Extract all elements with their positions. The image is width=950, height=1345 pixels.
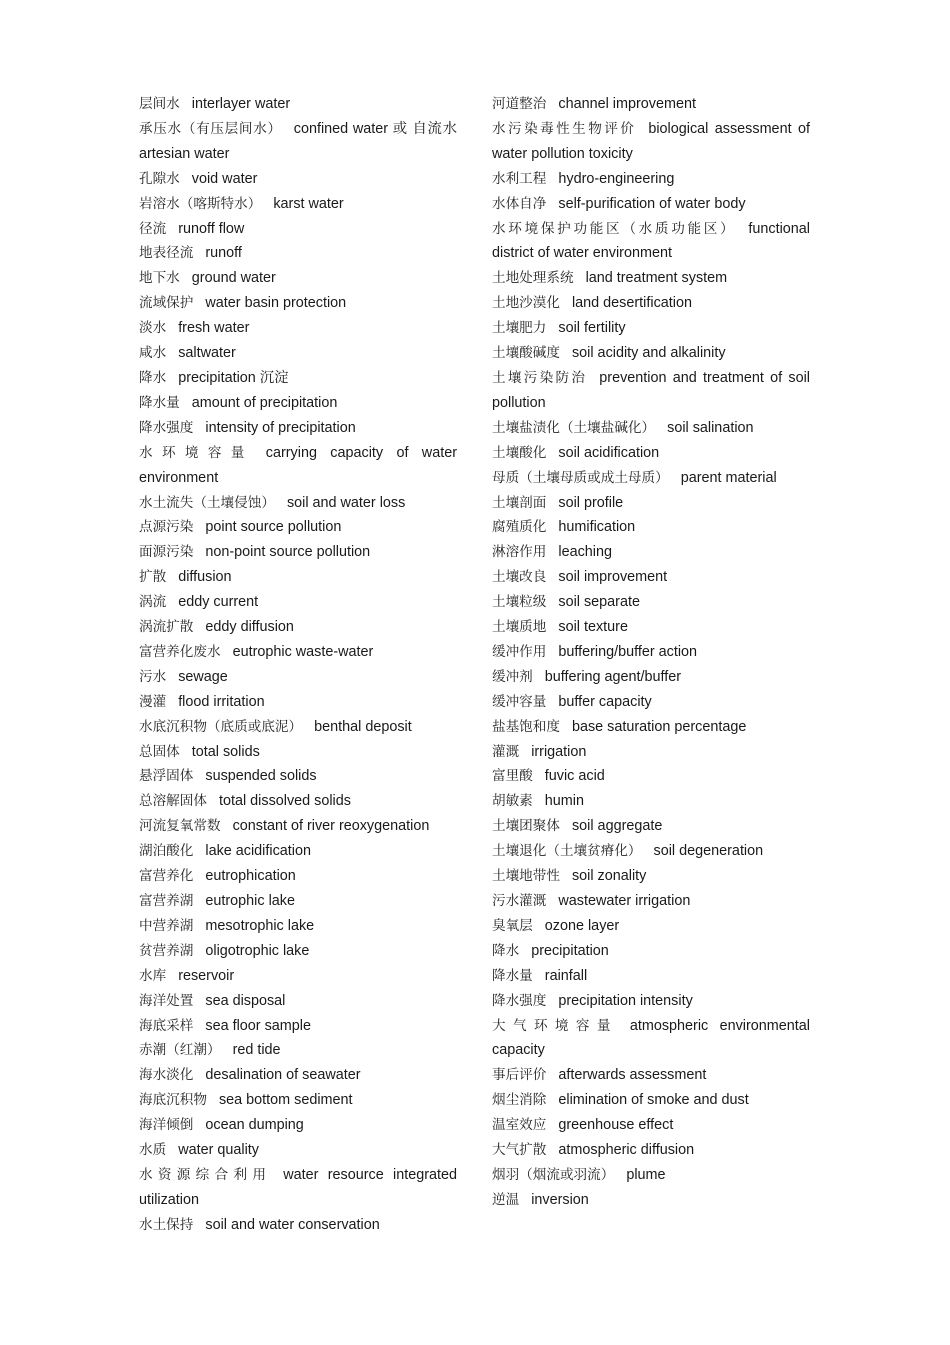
term-english: amount of precipitation: [191, 394, 338, 411]
term-english: ozone layer: [544, 917, 620, 934]
term-chinese: 腐殖质化: [492, 519, 547, 536]
term-chinese: 臭氧层: [492, 917, 533, 934]
term-english: prevention and treatment of soil pollution: [492, 369, 811, 411]
term-english: saltwater: [178, 345, 236, 362]
glossary-entry: [492, 1063, 810, 1088]
term-chinese: 烟羽（烟流或羽流）: [492, 1166, 615, 1183]
term-english: soil fertility: [558, 320, 626, 337]
glossary-entry: [492, 914, 810, 939]
glossary-entry: [139, 1213, 457, 1238]
term-english: intensity of precipitation: [205, 419, 356, 436]
glossary-entry: [139, 540, 457, 565]
term-chinese: 淋溶作用: [492, 544, 547, 561]
glossary-entry: [139, 167, 457, 192]
term-english: sea disposal: [205, 992, 286, 1009]
glossary-entry: [492, 540, 810, 565]
glossary-entry: [492, 316, 810, 341]
term-chinese: 富营养化废水: [139, 643, 221, 660]
term-chinese: 漫灌: [139, 693, 167, 710]
term-chinese: 面源污染: [139, 544, 194, 561]
glossary-entry: [139, 291, 457, 316]
glossary-entry: [492, 1163, 810, 1188]
term-chinese: 母质（土壤母质或成土母质）: [492, 469, 669, 486]
term-chinese: 水土流失（土壤侵蚀）: [139, 494, 275, 511]
term-english: humin: [544, 793, 584, 810]
term-chinese: 水资源综合利用: [139, 1166, 272, 1183]
term-english: soil zonality: [571, 868, 647, 885]
term-english: land treatment system: [585, 270, 728, 287]
term-chinese: 流域保护: [139, 295, 194, 312]
glossary-entry: [492, 640, 810, 665]
term-chinese: 土壤地带性: [492, 868, 560, 885]
glossary-entry: [492, 416, 810, 441]
glossary-entry: [492, 217, 810, 267]
term-english: confined water 或 自流水 artesian water: [139, 120, 458, 162]
term-chinese: 总固体: [139, 743, 180, 760]
glossary-entry: [492, 989, 810, 1014]
term-english: self-purification of water body: [558, 195, 746, 212]
term-english: irrigation: [531, 743, 587, 760]
term-chinese: 海底采样: [139, 1017, 194, 1034]
glossary-entry: [139, 1038, 457, 1063]
term-chinese: 降水量: [492, 967, 533, 984]
term-chinese: 盐基饱和度: [492, 718, 560, 735]
glossary-entry: [139, 117, 457, 167]
glossary-entry: [139, 690, 457, 715]
glossary-entry: [492, 665, 810, 690]
glossary-entry: [139, 814, 457, 839]
term-chinese: 海洋倾倒: [139, 1117, 194, 1134]
term-english: eddy diffusion: [205, 619, 294, 636]
glossary-entry: [492, 117, 810, 167]
term-english: eutrophic lake: [205, 893, 295, 909]
term-english: soil separate: [558, 594, 640, 611]
term-chinese: 降水强度: [139, 419, 194, 436]
term-chinese: 土壤污染防治: [492, 369, 588, 386]
term-english: sea floor sample: [205, 1017, 311, 1034]
term-chinese: 地下水: [139, 270, 180, 287]
glossary-entry: [492, 1113, 810, 1138]
glossary-entry: [492, 466, 810, 491]
term-chinese: 淡水: [139, 320, 167, 337]
glossary-entry: [492, 192, 810, 217]
term-chinese: 土壤改良: [492, 569, 547, 586]
term-english: void water: [191, 170, 258, 187]
glossary-entry: [492, 1188, 810, 1213]
glossary-entry: [139, 441, 457, 491]
term-chinese: 悬浮固体: [139, 768, 194, 785]
term-english: eutrophic waste-water: [232, 643, 374, 660]
glossary-entry: [139, 665, 457, 690]
term-chinese: 土壤粒级: [492, 594, 547, 611]
glossary-entry: [139, 939, 457, 964]
glossary-entry: [139, 740, 457, 765]
term-chinese: 涡流: [139, 594, 167, 611]
glossary-entry: [139, 515, 457, 540]
term-english: buffering/buffer action: [558, 643, 698, 660]
term-english: soil salination: [667, 419, 754, 436]
glossary-entry: [139, 92, 457, 117]
glossary-entry: [139, 217, 457, 242]
glossary-entry: [139, 839, 457, 864]
term-english: humification: [558, 519, 636, 536]
term-chinese: 水底沉积物（底质或底泥）: [139, 718, 303, 735]
term-english: greenhouse effect: [558, 1117, 674, 1134]
term-english: plume: [626, 1166, 666, 1183]
term-english: water resource integrated utilization: [139, 1166, 458, 1208]
glossary-entry: [492, 92, 810, 117]
glossary-entry: [139, 391, 457, 416]
term-english: runoff flow: [178, 220, 245, 237]
term-chinese: 降水强度: [492, 992, 547, 1009]
glossary-entry: [139, 640, 457, 665]
term-english: soil and water loss: [286, 494, 406, 511]
term-english: soil texture: [558, 619, 628, 636]
glossary-entry: [139, 316, 457, 341]
term-chinese: 富营养化: [139, 868, 194, 885]
glossary-entry: [139, 964, 457, 989]
term-english: ocean dumping: [205, 1117, 304, 1134]
term-chinese: 赤潮（红潮）: [139, 1042, 221, 1059]
glossary-entry: [139, 341, 457, 366]
term-chinese: 缓冲剂: [492, 668, 533, 685]
glossary-entry: [492, 1014, 810, 1064]
term-chinese: 土壤肥力: [492, 320, 547, 337]
glossary-entry: [139, 764, 457, 789]
glossary-entry: [492, 291, 810, 316]
term-english: soil acidification: [558, 444, 660, 461]
term-chinese: 土壤酸化: [492, 444, 547, 461]
term-english: total solids: [191, 743, 260, 760]
glossary-entry: [139, 192, 457, 217]
term-english: carrying capacity of water environment: [139, 444, 457, 486]
term-english: eddy current: [178, 594, 259, 611]
glossary-entry: [492, 715, 810, 740]
term-english: wastewater irrigation: [558, 893, 691, 909]
glossary-entry: [492, 565, 810, 590]
glossary-entry: [139, 491, 457, 516]
term-english: interlayer water: [191, 96, 291, 112]
term-english: eutrophication: [205, 868, 296, 885]
glossary-entry: [492, 590, 810, 615]
term-english: elimination of smoke and dust: [558, 1092, 749, 1109]
term-english: sea bottom sediment: [218, 1092, 353, 1109]
glossary-entry: [139, 1163, 457, 1213]
term-english: channel improvement: [558, 96, 696, 112]
glossary-entry: [492, 491, 810, 516]
term-chinese: 河道整治: [492, 96, 547, 112]
term-chinese: 水质: [139, 1142, 167, 1159]
term-english: inversion: [531, 1191, 589, 1208]
term-chinese: 咸水: [139, 345, 167, 362]
glossary-entry: [139, 416, 457, 441]
term-english: reservoir: [178, 967, 235, 984]
glossary-entry: [139, 1063, 457, 1088]
glossary-entry: [139, 715, 457, 740]
term-english: red tide: [232, 1042, 281, 1059]
term-english: soil aggregate: [571, 818, 663, 835]
glossary-entry: [492, 515, 810, 540]
term-english: non-point source pollution: [205, 544, 371, 561]
term-english: rainfall: [544, 967, 588, 984]
term-chinese: 海水淡化: [139, 1067, 194, 1084]
term-english: diffusion: [178, 569, 232, 586]
term-chinese: 土地沙漠化: [492, 295, 560, 312]
glossary-entry: [492, 1088, 810, 1113]
term-english: hydro-engineering: [558, 170, 675, 187]
term-chinese: 岩溶水（喀斯特水）: [139, 195, 262, 212]
term-english: ground water: [191, 270, 276, 287]
glossary-entry: [492, 964, 810, 989]
term-chinese: 逆温: [492, 1191, 520, 1208]
term-chinese: 土壤质地: [492, 619, 547, 636]
term-english: soil improvement: [558, 569, 668, 586]
term-chinese: 水利工程: [492, 170, 547, 187]
term-chinese: 贫营养湖: [139, 942, 194, 959]
glossary-entry: [139, 864, 457, 889]
term-chinese: 水体自净: [492, 195, 547, 212]
glossary-entry: [492, 615, 810, 640]
glossary-entry: [492, 441, 810, 466]
term-english: base saturation percentage: [571, 718, 747, 735]
term-chinese: 水库: [139, 967, 167, 984]
term-chinese: 水污染毒性生物评价: [492, 120, 637, 137]
term-english: oligotrophic lake: [205, 942, 310, 959]
term-english: benthal deposit: [314, 718, 412, 735]
term-chinese: 点源污染: [139, 519, 194, 536]
term-chinese: 径流: [139, 220, 167, 237]
glossary-entry: [492, 939, 810, 964]
term-english: water quality: [178, 1142, 259, 1159]
glossary-entry: [492, 341, 810, 366]
term-english: precipitation intensity: [558, 992, 693, 1009]
term-english: functional district of water environment: [492, 220, 810, 262]
term-english: buffering agent/buffer: [544, 668, 682, 685]
term-chinese: 孔隙水: [139, 170, 180, 187]
glossary-entry: [492, 740, 810, 765]
glossary-entry: [139, 615, 457, 640]
glossary-entry: [139, 889, 457, 914]
term-chinese: 富营养湖: [139, 893, 194, 909]
term-chinese: 污水: [139, 668, 167, 685]
term-english: atmospheric diffusion: [558, 1142, 695, 1159]
term-chinese: 地表径流: [139, 245, 194, 262]
term-chinese: 降水: [139, 369, 167, 386]
glossary-entry: [139, 266, 457, 291]
term-english: precipitation 沉淀: [178, 369, 289, 386]
term-english: fuvic acid: [544, 768, 605, 785]
glossary-entry: [139, 1088, 457, 1113]
glossary-entry: [139, 590, 457, 615]
term-chinese: 大气环境容量: [492, 1017, 618, 1034]
glossary-entry: [492, 366, 810, 416]
glossary-entry: [139, 1014, 457, 1039]
glossary-entry: [139, 789, 457, 814]
term-english: mesotrophic lake: [205, 917, 315, 934]
term-english: leaching: [558, 544, 612, 561]
glossary-entry: [139, 1113, 457, 1138]
term-chinese: 承压水（有压层间水）: [139, 120, 282, 137]
term-chinese: 温室效应: [492, 1117, 547, 1134]
glossary-entry: [139, 565, 457, 590]
term-english: total dissolved solids: [218, 793, 351, 810]
glossary-right-column: [492, 92, 810, 1213]
term-chinese: 海底沉积物: [139, 1092, 207, 1109]
glossary-entry: [139, 366, 457, 391]
term-english: point source pollution: [205, 519, 342, 536]
glossary-entry: [492, 764, 810, 789]
term-chinese: 缓冲容量: [492, 693, 547, 710]
term-chinese: 扩散: [139, 569, 167, 586]
glossary-entry: [139, 1138, 457, 1163]
term-english: soil degeneration: [653, 843, 764, 860]
term-english: flood irritation: [178, 693, 265, 710]
term-chinese: 烟尘消除: [492, 1092, 547, 1109]
term-english: desalination of seawater: [205, 1067, 361, 1084]
term-chinese: 缓冲作用: [492, 643, 547, 660]
term-english: buffer capacity: [558, 693, 652, 710]
term-chinese: 湖泊酸化: [139, 843, 194, 860]
glossary-entry: [492, 889, 810, 914]
term-chinese: 土壤团聚体: [492, 818, 560, 835]
glossary-entry: [492, 690, 810, 715]
term-chinese: 富里酸: [492, 768, 533, 785]
term-english: soil profile: [558, 494, 624, 511]
term-chinese: 土壤盐渍化（土壤盐碱化）: [492, 419, 656, 436]
term-chinese: 胡敏素: [492, 793, 533, 810]
term-english: lake acidification: [205, 843, 311, 860]
term-english: suspended solids: [205, 768, 317, 785]
term-english: land desertification: [571, 295, 692, 312]
glossary-entry: [492, 167, 810, 192]
glossary-entry: [492, 789, 810, 814]
term-chinese: 涡流扩散: [139, 619, 194, 636]
glossary-entry: [139, 989, 457, 1014]
term-english: water basin protection: [205, 295, 347, 312]
term-chinese: 中营养湖: [139, 917, 194, 934]
term-english: atmospheric environmental capacity: [492, 1017, 810, 1059]
term-chinese: 土壤剖面: [492, 494, 547, 511]
term-chinese: 降水: [492, 942, 520, 959]
term-chinese: 总溶解固体: [139, 793, 207, 810]
term-chinese: 水土保持: [139, 1216, 194, 1233]
term-english: soil acidity and alkalinity: [571, 345, 726, 362]
term-english: precipitation: [531, 942, 609, 959]
term-chinese: 河流复氧常数: [139, 818, 221, 835]
term-english: runoff: [205, 245, 242, 262]
term-english: karst water: [273, 195, 344, 212]
term-english: parent material: [680, 469, 777, 486]
glossary-entry: [492, 864, 810, 889]
term-english: constant of river reoxygenation: [232, 818, 430, 835]
glossary-entry: [139, 914, 457, 939]
glossary-entry: [492, 266, 810, 291]
term-chinese: 灌溉: [492, 743, 520, 760]
term-chinese: 土地处理系统: [492, 270, 574, 287]
glossary-entry: [492, 839, 810, 864]
term-chinese: 土壤退化（土壤贫瘠化）: [492, 843, 642, 860]
term-english: afterwards assessment: [558, 1067, 707, 1084]
term-chinese: 事后评价: [492, 1067, 547, 1084]
term-english: soil and water conservation: [205, 1216, 380, 1233]
term-chinese: 海洋处置: [139, 992, 194, 1009]
term-english: fresh water: [178, 320, 250, 337]
term-chinese: 降水量: [139, 394, 180, 411]
term-chinese: 土壤酸碱度: [492, 345, 560, 362]
term-chinese: 污水灌溉: [492, 893, 547, 909]
term-chinese: 层间水: [139, 96, 180, 112]
glossary-left-column: [139, 92, 457, 1238]
term-chinese: 大气扩散: [492, 1142, 547, 1159]
term-chinese: 水环境容量: [139, 444, 254, 461]
glossary-entry: [139, 241, 457, 266]
term-english: biological assessment of water pollution toxicity: [492, 120, 811, 162]
glossary-entry: [492, 1138, 810, 1163]
term-chinese: 水环境保护功能区（水质功能区）: [492, 220, 737, 237]
term-english: sewage: [178, 668, 228, 685]
glossary-entry: [492, 814, 810, 839]
